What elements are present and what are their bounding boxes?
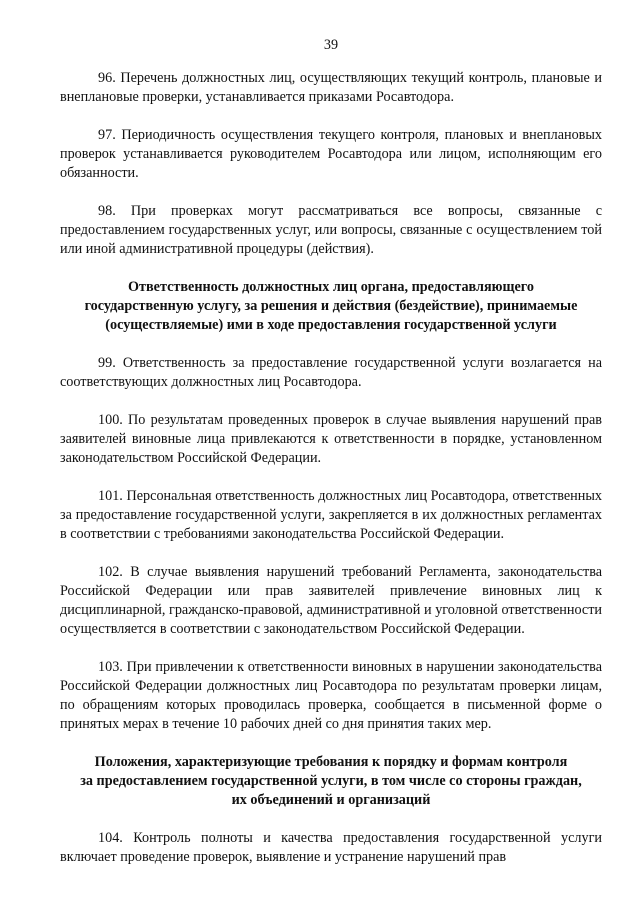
heading-line: их объединений и организаций (231, 792, 431, 808)
paragraph-103: 103. При привлечении к ответственности виновных в нарушении законодательства Российской Федерации должностных лиц Росавтодора по результатам проверки лицам, по обращениям которых проводилась проверка, сообщается в письменной форме о принятых мерах в течение 10 рабочих дней со дня принятия таких мер. (60, 659, 602, 732)
heading-line: государственную услугу, за решения и действия (бездействие), принимаемые (84, 298, 578, 314)
paragraph-102: 102. В случае выявления нарушений требований Регламента, законодательства Российской Федерации или прав заявителей привлечение виновных лиц к дисциплинарной, гражданско-правовой, административной и уголовной ответственности осуществляется в соответствии с законодательством Российской Федерации. (60, 564, 602, 637)
page-number: 39 (323, 37, 339, 53)
paragraph-99: 99. Ответственность за предоставление государственной услуги возлагается на соответствующих должностных лиц Росавтодора. (60, 355, 602, 390)
heading-line: Положения, характеризующие требования к порядку и формам контроля (94, 754, 568, 770)
paragraph-101: 101. Персональная ответственность должностных лиц Росавтодора, ответственных за предоставление государственной услуги, закрепляется в их должностных регламентах в соответствии с требованиями законодательства Российской Федерации. (60, 488, 602, 542)
paragraph-97: 97. Периодичность осуществления текущего контроля, плановых и внеплановых проверок устанавливается руководителем Росавтодора или лицом, исполняющим его обязанности. (60, 127, 602, 181)
heading-line: (осуществляемые) ими в ходе предоставления государственной услуги (105, 317, 557, 333)
heading-line: Ответственность должностных лиц органа, предоставляющего (128, 279, 534, 295)
section-heading-control (60, 753, 602, 810)
paragraph-100: 100. По результатам проведенных проверок в случае выявления нарушений прав заявителей виновные лица привлекаются к ответственности в порядке, установленном законодательством Российской Федерации. (60, 412, 602, 466)
paragraph-98: 98. При проверках могут рассматриваться все вопросы, связанные с предоставлением государственных услуг, или вопросы, связанные с осуществлением той или иной административной процедуры (действия). (60, 203, 602, 257)
section-heading-responsibility (60, 278, 602, 335)
heading-line: за предоставлением государственной услуги, в том числе со стороны граждан, (80, 773, 582, 789)
paragraph-104: 104. Контроль полноты и качества предоставления государственной услуги включает проведение проверок, выявление и устранение нарушений прав (60, 830, 602, 865)
paragraph-96: 96. Перечень должностных лиц, осуществляющих текущий контроль, плановые и внеплановые проверки, устанавливается приказами Росавтодора. (60, 70, 602, 105)
